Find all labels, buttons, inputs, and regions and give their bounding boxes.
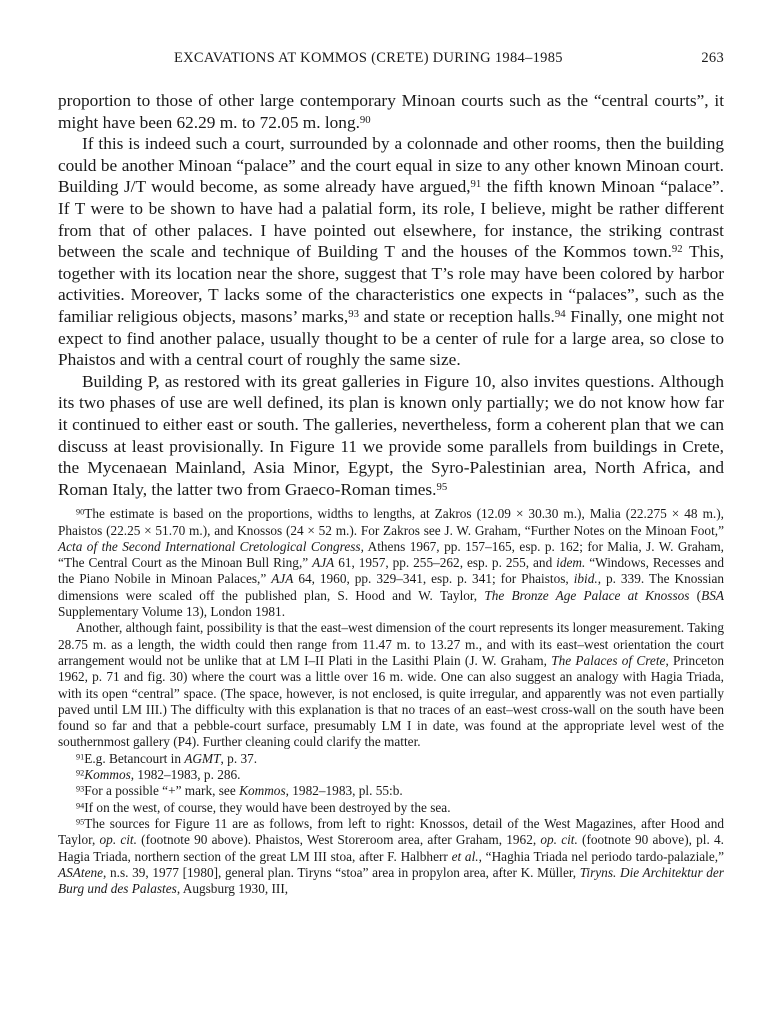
paragraph-3: Building P, as restored with its great galleries in Figure 10, also invites questions. Although its two phases of use are well defined, its plan is known only partially; we do not know how far it continued to either east or south. The galleries, nevertheless, form a coherent plan that we can discuss at least provisionally. In Figure 11 we provide some parallels from buildings in Crete, the Mycenaean Mainland, Asia Minor, Egypt, the Syro-Palestinian area, North Africa, and Roman Italy, the latter two from Graeco-Roman times.$^{95}$ bbox=[58, 371, 724, 499]
footnote-93: $^{93}$For a possible “+” mark, see Kommos, 1982–1983, pl. 55:b. bbox=[76, 783, 403, 799]
footnote-number: 95 bbox=[76, 817, 85, 827]
footnote-ref-90[interactable]: 90 bbox=[359, 113, 371, 126]
footnote-90-continued: Another, although faint, possibility is that the east–west dimension of the court represents its longer measurement. Taking 28.75 m. as a length, the width could then range from 11.47 m. to 13.27 m., and with its east–west orientation the court arrangement would not be unlike that at LM I–II Plati in the Lasithi Plain (J. W. Graham, The Palaces of Crete, Princeton 1962, p. 71 and fig. 30) where the court was a little over 16 m. wide. One can also suggest an analogy with Hagia Triada, with its open “central” space. (The space, however, is not enclosed, is quite irregular, and apparently was not even partially paved until LM III.) The difficulty with this explanation is that no traces of an east–west cross-wall on the south have been found so far and that a pebble-court surface, presumably LM I in date, was found at the appropriate level west of the southernmost gallery (P4). Further cleaning could clarify the matter. bbox=[58, 620, 724, 750]
footnote-95: $^{95}$The sources for Figure 11 are as follows, from left to right: Knossos, detail of the West Magazines, after Hood and Taylor, op. cit. (footnote 90 above). Phaistos, West Storeroom area, after Graham, 1962, op. cit. (footnote 90 above), pl. 4. Hagia Triada, northern section of the great LM III stoa, after F. Halbherr et al., “Haghia Triada nel periodo tardo-palaziale,” ASAtene, n.s. 39, 1977 [1980], general plan. Tiryns “stoa” area in propylon area, after K. Müller, Tiryns. Die Architektur der Burg und des Palastes, Augsburg 1930, III, bbox=[58, 815, 725, 897]
footnote-90: $^{90}$The estimate is based on the proportions, widths to lengths, at Zakros (12.09 × 30.30 m.), Malia (22.275 × 48 m.), Phaistos (22.25 × 51.70 m.), and Knossos (24 × 52 m.). For Zakros see J. W. Graham, “Further Notes on the Minoan Foot,” Acta of the Second International Cretological Congress, Athens 1967, pp. 157–165, esp. p. 162; for Malia, J. W. Graham, “The Central Court as the Minoan Bull Ring,” AJA 61, 1957, pp. 255–262, esp. p. 255, and idem. “Windows, Recesses and the Piano Nobile in Minoan Palaces,” AJA 64, 1960, pp. 329–341, esp. p. 341; for Phaistos, ibid., p. 339. The Knossian dimensions were scaled off the published plan, S. Hood and W. Taylor, The Bronze Age Palace at Knossos (BSA Supplementary Volume 13), London 1981. bbox=[58, 506, 724, 620]
footnote-ref-91[interactable]: 91 bbox=[470, 178, 482, 191]
footnote-number: 90 bbox=[76, 507, 85, 517]
footnote-number: 94 bbox=[76, 800, 85, 810]
footnote-number: 93 bbox=[76, 784, 85, 794]
footnote-94: $^{94}$If on the west, of course, they would have been destroyed by the sea. bbox=[76, 799, 451, 815]
page bbox=[58, 50, 724, 897]
body-text bbox=[58, 90, 724, 500]
footnote-ref-94[interactable]: 94 bbox=[554, 308, 566, 321]
paragraph-1: proportion to those of other large contemporary Minoan courts such as the “central courts”, it might have been 62.29 m. to 72.05 m. long.$^{90}$ bbox=[58, 91, 724, 132]
footnote-91: $^{91}$E.g. Betancourt in AGMT, p. 37. bbox=[76, 750, 258, 766]
footnote-ref-92[interactable]: 92 bbox=[671, 243, 683, 256]
footnote-ref-95[interactable]: 95 bbox=[436, 480, 448, 493]
running-head bbox=[58, 50, 724, 74]
footnote-number: 91 bbox=[76, 752, 85, 762]
page-number: 263 bbox=[701, 50, 724, 66]
footnote-92: $^{92}$Kommos, 1982–1983, p. 286. bbox=[76, 767, 241, 783]
footnotes bbox=[58, 506, 724, 897]
paragraph-2: If this is indeed such a court, surrounded by a colonnade and other rooms, then the building could be another Minoan “palace” and the court equal in size to any other known Minoan court. Building J/T would become, as some already have argued,$^{91}$ the fifth known Minoan “palace”. If T were to be shown to have had a palatial form, its role, I believe, might be rather different from that of other palaces. I have pointed out elsewhere, for instance, the striking contrast between the scale and technique of Building T and the houses of the Kommos town.$^{92}$ This, together with its location near the shore, suggest that T’s role may have been colored by harbor activities. Moreover, T lacks some of the characteristics one expects in “palaces”, such as the familiar religious objects, masons’ marks,$^{93}$ and state or reception halls.$^{94}$ Finally, one might not expect to find another palace, usually thought to be a center of rule for a large area, so close to Phaistos and with a central court of roughly the same size. bbox=[58, 134, 724, 370]
footnote-ref-93[interactable]: 93 bbox=[348, 308, 359, 321]
footnote-number: 92 bbox=[76, 768, 85, 778]
running-title: EXCAVATIONS AT KOMMOS (CRETE) DURING 1984–1985 bbox=[174, 50, 563, 66]
